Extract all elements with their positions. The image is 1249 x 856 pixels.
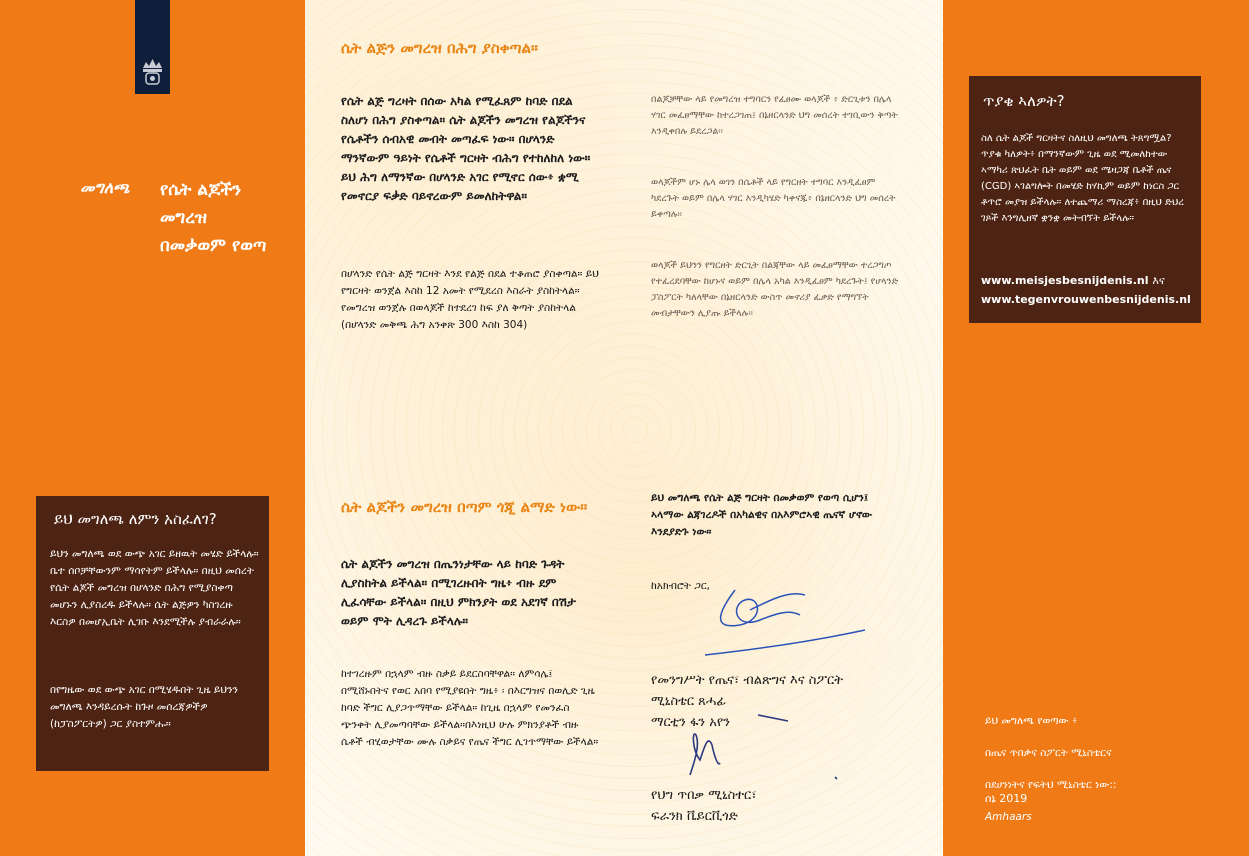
footer-line-3: በደሀንነትና የፍትህ ሚኒስቴር ነው:: (985, 779, 1117, 791)
signatory-1-line-1: የመንግሥት የጤና፣ ብልጽግና እና ስፖርት (651, 673, 843, 688)
signature-1 (690, 570, 870, 670)
government-logo (135, 0, 170, 94)
title-line-2: መግረዝ (160, 208, 207, 228)
section-label: መግለጫ (80, 178, 130, 197)
website-link-2[interactable]: www.tegenvrouwenbesnijdenis.nl (981, 293, 1191, 306)
signatory-2-line-2: ፍራንክ ቬይርቪጎድ (651, 809, 738, 824)
questions-body: ስለ ሴት ልጆች ግርዛትና ስለዚህ መግለጫ ትጸግሟል? ጥያቁ ካለዎት፥ በማንኛውም ጊዜ ወደ ሚመለከተው ኣማካሪ ጽህፈት ቤት ወይም ወደ ሜዛጋጃ ቤቶች ጤና (CGD) ኣገልግሎት በመሄድ ከሃኪም ወይም ከነርስ ጋር ቶጥሮ መያዝ ይችላሉ። ለተጨማሪ ማስረጃ፥ በዚህ ድህረ ገጾች እንግሊዘኛ ቋንቋ መትብኘት ይችላሉ። (981, 133, 1184, 224)
questions-panel (969, 76, 1201, 323)
statement-purpose: ይህ መግለጫ የሴት ልጅ ግርዛት በመቃወም የወጣ ሲሆን፤ ኣላማው ልጃገረዶች በአካልዊና በአእምሮኣዊ ጤናኛ ሆኖው እንደያድጉ ነው። (651, 492, 872, 538)
footer-line-2: በጤና ጥበቃና ስፖርት ሚኒስቴርና (985, 747, 1112, 759)
paragraph-abroad-punishment: በልጆቻቸው ላይ የመግረዝ ተግባርን የፈፀሙ ወላጆች ፥ ድርጊቱን በሌላ ሃገር መፈፀማቸው ከተረጋገጠ፤ በኔዘርላንድ ህግ መሰረት ተገቢውን ቅጣት እንዲቀበሉ ይደረጋል። (651, 94, 898, 137)
footer-line-1: ይህ መግለጫ የወጣው ፥ (985, 715, 1078, 727)
website-link-1[interactable]: www.meisjesbesnijdenis.nl (981, 274, 1149, 287)
link-joiner: እና (1152, 274, 1165, 287)
website-links (981, 271, 1196, 309)
signatory-2 (651, 785, 911, 827)
footer-date: ሰኔ 2019 (985, 792, 1028, 805)
title-line-3: በመቃወም የወጣ (160, 236, 267, 256)
paragraph-residence-permit: ወላጆች ይህንን የግርዘት ድርጊት በልጃቸው ላይ መፈፀማቸው ተረጋግጦ የተፈረደባቸው ከሆኑና ወይም በሌላ አካል እንዲፈፀም ካደረጉት፤ የሆላንድ ፓስፖርት ካለላቸው በኔዘርላንድ ውስጥ መኖሪያ ፈቃድ የማግኘት መብታቸውን ሊያጡ ይችላሉ። (651, 260, 899, 319)
paragraph-penalty: በሆላንድ የሴት ልጅ ግርዛት እንደ የልጅ በደል ተቆጠሮ ያስቀጣል። ይህ የግርዛት ወንጀል እስከ 12 አመት የሚደረስ እስራት ያስከትላል። የመግረዝ ወንጀሉ በወላጆች ከተደረገ ከፍ ያለ ቅጣት ያስከትላል (በሆላንድ መቅጫ ሕግ አንቀጽ 300 እስከ 304) (341, 268, 599, 331)
signature-2 (670, 705, 840, 795)
heading-harmful: ሴት ልጆችን መግረዝ በጣም ጎጂ ልማድ ነው። (341, 498, 588, 516)
panel-heading: ይህ መግለጫ ለምን አስፈለገ? (54, 510, 217, 528)
questions-heading: ጥያቄ ኣለዎት? (983, 92, 1065, 110)
paragraph-others-punishment: ወላጆችም ሆኑ ሌላ ወገን በሴቶች ላይ የግርዘት ተግባር እንዲፈፀም ካደረጉት ወይም በሌላ ሃገር እንዲካሄድ ካቀናጁ፥ በኔዘርላንድ ህግ መሰረት ይቀጣሉ። (651, 177, 896, 220)
paragraph-health-risk: ሴት ልጆችን መግረዝ በጤንነታቸው ላይ ከባድ ጉዳት ሊያስከትል ይችላል። በሚገረዙበት ግዜ፥ ብዙ ደም ሊፈሳቸው ይችላል። በዚህ ምክንያት ወደ አደገኛ በሽታ ወይም ሞት ሊዳረጉ ይችላሉ። (341, 557, 576, 628)
signatory-1-line-2: ሚኒስቴር ጸሓፊ (651, 694, 727, 709)
panel-paragraph-2: በየግዜው ወደ ውጭ አገር በሚሄዱበት ጊዜ ይህንን መግለጫ እንዳይረሱት ከጉዞ መሰረጃዎችዎ (ከፓስፖርትዎ) ጋር ያስተምሑ። (50, 684, 239, 730)
footer-language: Amhaars (985, 811, 1032, 823)
greeting: ከአክብሮት ጋር, (651, 580, 710, 592)
why-statement-panel (36, 496, 269, 771)
paragraph-long-term: ከተገረዙም በኋላም ብዙ ስቃይ ይደርስባቸዋል። ለምሳሌ፤ በሚሸኑበትና የወር አበባ የሚያዩበት ግዜ፥ ፡ በእርግዝና በወሊድ ጊዜ ከባድ ችግር ሊያጋጥማቸው ይችላል። ከጊዜ በኋላም የመንፈስ ጭንቀት ሊያመጣባቸው ይችላል።በእነዚህ ሁሉ ምክንያቶች ብዙ ሴቶች ብሂወታቸው ሙሉ ስቃይና የጤና ችግር ሊገጥማቸው ይችላል። (341, 668, 599, 748)
signatory-2-line-1: የህግ ጥበቃ ሚኒስተር፣ (651, 788, 757, 803)
document-title (160, 176, 266, 260)
crown-icon (140, 56, 165, 88)
title-line-1: የሴት ልጆችን (160, 180, 242, 200)
heading-punishable: ሴት ልጅን መግረዝ በሕግ ያስቀጣል። (341, 39, 539, 57)
footer-issuers (985, 705, 1185, 801)
signatory-1-line-3: ማርቲን ፋን አየን (651, 715, 730, 730)
panel-paragraph-1: ይህን መግለጫ ወደ ውጭ አገር ይዘዉት መሄድ ይችላሉ። ቤተ ሰቦቻቸውንም ማሳየትም ይችላሉ። በዚህ መሰረት የሴት ልጆች መግረዝ በሆላንድ በሕግ የሚያስቀጣ መሆኑን ሊያስረዱ ይችላሉ። ሴት ልጅዎን ካስገረዙ እርስዎ በመሆኢቤት ሊገቡ እንደሚችሉ ያብራራሉ። (50, 548, 259, 628)
paragraph-law-intro: የሴት ልጅ ግረዛት በሰው አካል የሚፈጸም ከባድ በደል ስለሆነ በሕግ ያስቀጣል። ሴት ልጆችን መግረዝ የልጆችንና የሴቶችን ሰብአዊ መብት መጣፈፍ ነው። በሆላንድ ማንኛውም ዓይነት የሴቶች ግርዛት ብሕግ የተከለከለ ነው። ይህ ሕግ ለማንኛው በሆላንድ አገር የሚኖር ሰው፥ ቋሚ የመኖርያ ፍቃድ ባይኖረውም ይመለከትዋል። (341, 94, 591, 203)
